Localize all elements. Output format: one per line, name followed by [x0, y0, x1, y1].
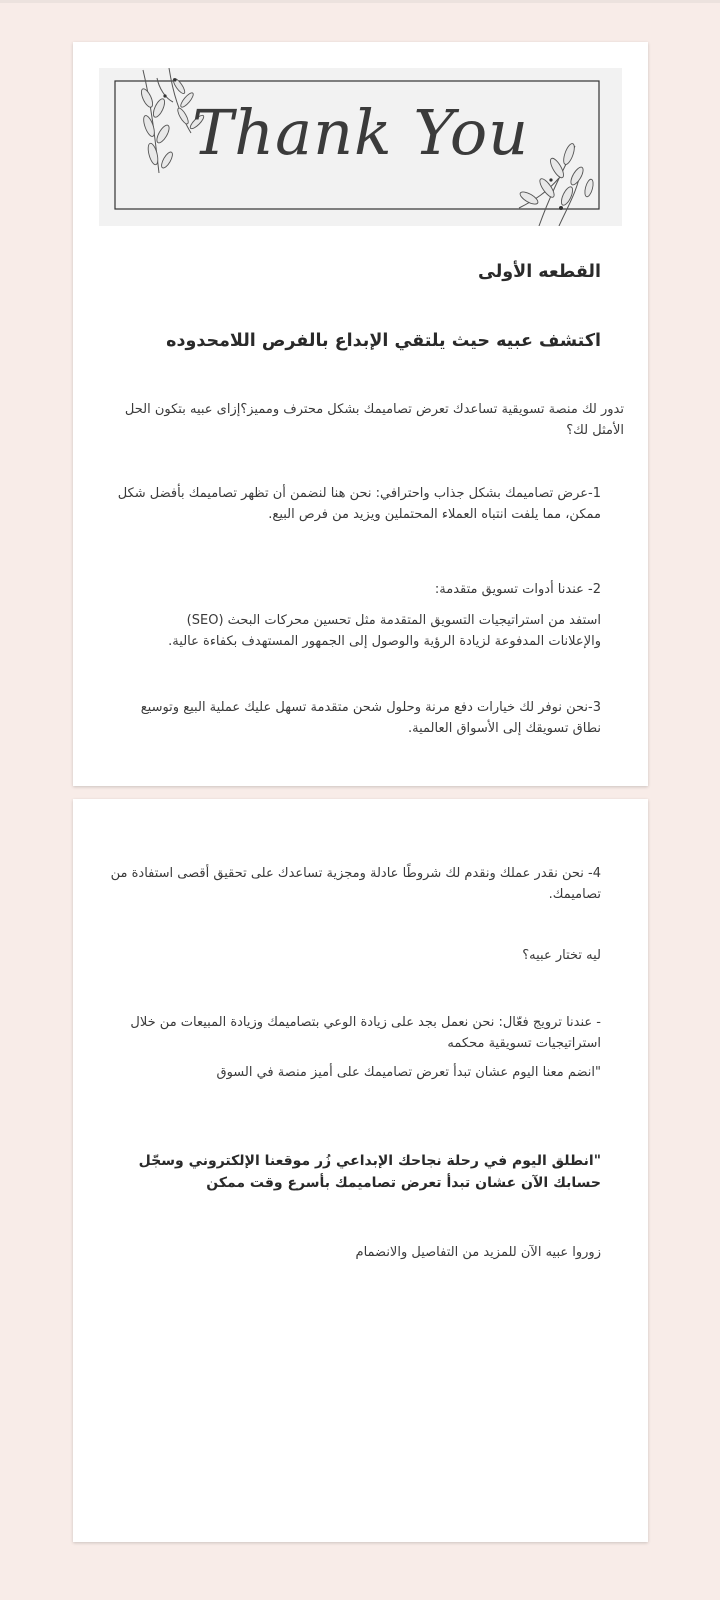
headline: اكتشف عبيه حيث يلتقي الإبداع بالفرص اللامحدوده [166, 331, 601, 351]
join-paragraph: "انضم معنا اليوم عشان تبدأ تعرض تصاميمك على أميز منصة في السوق [216, 1065, 601, 1080]
point-4: 4- نحن نقدر عملك ونقدم لك شروطًا عادلة ومجزية تساعدك على تحقيق أقصى استفادة من تصاميمك. [110, 866, 601, 902]
point-2-body: استفد من استراتيجيات التسويق المتقدمة مثل تحسين محركات البحث (SEO) والإعلانات المدفوعة لزيادة الرؤية والوصول إلى الجمهور المستهدف بكفاءة عالية. [168, 613, 601, 649]
promo-paragraph: - عندنا ترويج فعّال: نحن نعمل بجد على زيادة الوعي بتصاميمك وزيادة المبيعات من خلال استراتيجيات تسويقية محكمه [130, 1015, 601, 1051]
document-page-1 [73, 42, 648, 786]
point-2-title: 2- عندنا أدوات تسويق متقدمة: [434, 582, 601, 597]
document-page-2 [73, 799, 648, 1542]
visit-paragraph: زوروا عبيه الآن للمزيد من التفاصيل والانضمام [355, 1245, 601, 1260]
top-border [0, 0, 720, 3]
why-title: ليه تختار عبيه؟ [522, 948, 601, 963]
thank-you-script: Thank You [191, 96, 530, 169]
intro-paragraph: تدور لك منصة تسويقية تساعدك تعرض تصاميمك بشكل محترف ومميز؟إزاى عبيه بتكون الحل الأمثل لك؟ [124, 402, 624, 438]
cta-paragraph: "انطلق اليوم في رحلة نجاحك الإبداعي زُر موقعنا الإلكتروني وسجّل حسابك الآن عشان تبدأ تعرض تصاميمك بأسرع وقت ممكن [138, 1153, 601, 1191]
point-3: 3-نحن نوفر لك خيارات دفع مرنة وحلول شحن متقدمة تسهل عليك عملية البيع وتوسيع نطاق تسويقك إلى الأسواق العالمية. [140, 700, 601, 736]
section-title: القطعه الأولى [478, 262, 601, 282]
thank-you-banner [99, 68, 622, 226]
point-1: 1-عرض تصاميمك بشكل جذاب واحترافي: نحن هنا لنضمن أن تظهر تصاميمك بأفضل شكل ممكن، مما يلفت انتباه العملاء المحتملين ويزيد من فرص البيع. [117, 486, 601, 522]
